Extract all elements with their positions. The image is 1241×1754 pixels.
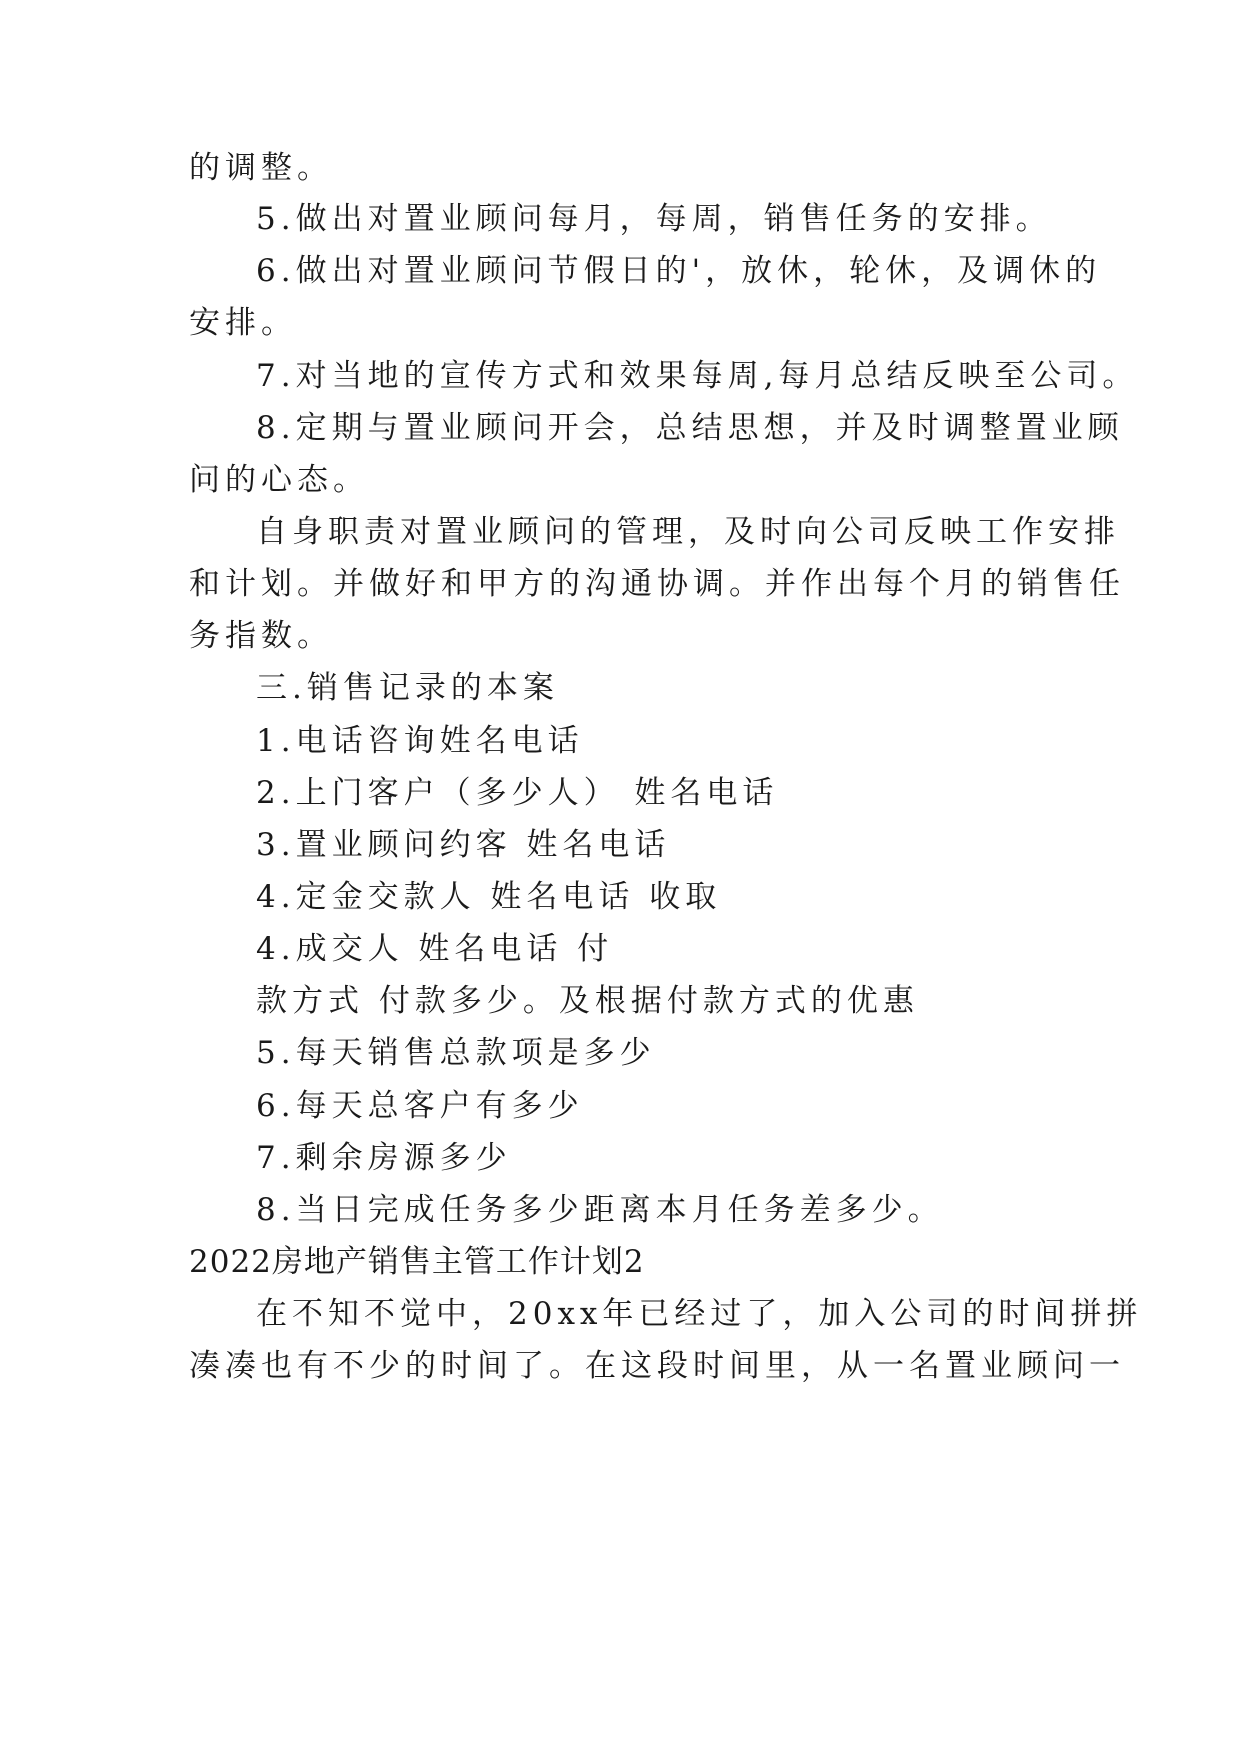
- list-item: 8.定期与置业顾问开会，总结思想，并及时调整置业顾: [256, 410, 1124, 446]
- list-item: 7.剩余房源多少: [256, 1140, 512, 1176]
- list-item: 款方式 付款多少。及根据付款方式的优惠: [256, 983, 919, 1019]
- list-item: 4.定金交款人 姓名电话 收取: [256, 879, 722, 915]
- paragraph-line: 在不知不觉中，20xx年已经过了，加入公司的时间拼拼: [256, 1296, 1143, 1332]
- document-heading: 2022房地产销售主管工作计划2: [189, 1244, 645, 1280]
- list-item: 5.每天销售总款项是多少: [256, 1035, 656, 1071]
- paragraph-line: 的调整。: [189, 150, 333, 186]
- list-item: 2.上门客户（多少人） 姓名电话: [256, 775, 779, 811]
- paragraph-line: 和计划。并做好和甲方的沟通协调。并作出每个月的销售任: [189, 566, 1125, 602]
- list-item: 7.对当地的宣传方式和效果每周,每月总结反映至公司。: [256, 358, 1139, 394]
- paragraph-line: 凑凑也有不少的时间了。在这段时间里，从一名置业顾问一: [189, 1348, 1125, 1384]
- section-heading: 三.销售记录的本案: [256, 670, 559, 706]
- paragraph-line: 问的心态。: [189, 462, 369, 498]
- list-item: 6.做出对置业顾问节假日的'，放休，轮休，及调休的: [256, 253, 1102, 289]
- list-item: 5.做出对置业顾问每月，每周，销售任务的安排。: [256, 201, 1052, 237]
- list-item: 6.每天总客户有多少: [256, 1088, 584, 1124]
- paragraph-line: 自身职责对置业顾问的管理，及时向公司反映工作安排: [256, 514, 1120, 550]
- paragraph-line: 务指数。: [189, 618, 333, 654]
- paragraph-line: 安排。: [189, 305, 297, 341]
- list-item: 3.置业顾问约客 姓名电话: [256, 827, 671, 863]
- list-item: 8.当日完成任务多少距离本月任务差多少。: [256, 1192, 944, 1228]
- list-item: 1.电话咨询姓名电话: [256, 723, 584, 759]
- list-item: 4.成交人 姓名电话 付: [256, 931, 614, 967]
